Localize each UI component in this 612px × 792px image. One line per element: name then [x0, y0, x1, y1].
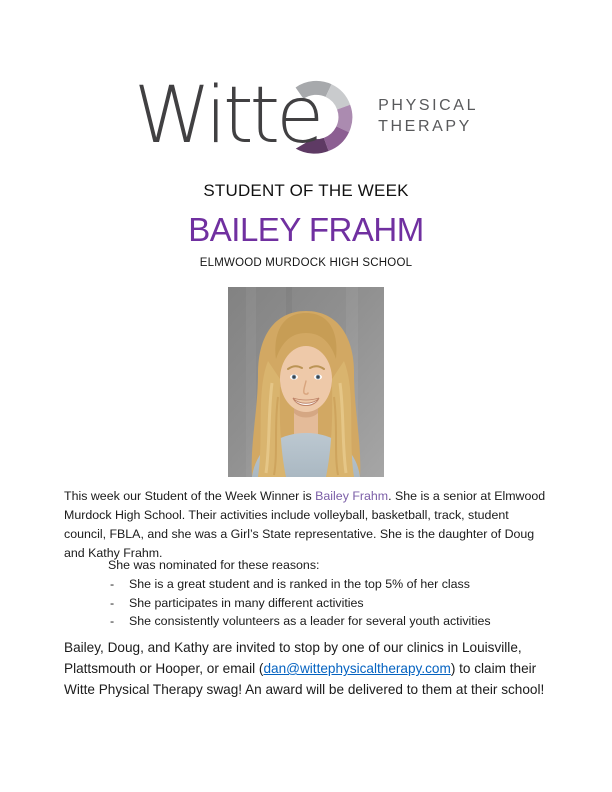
nomination-lead: She was nominated for these reasons: [108, 558, 320, 572]
intro-text-pre: This week our Student of the Week Winner is [64, 489, 316, 503]
logo-tagline-line1: PHYSICAL [378, 96, 479, 114]
nomination-reason: She participates in many different activities [129, 595, 364, 610]
student-photo [228, 287, 384, 477]
bullet-dash: - [110, 576, 115, 591]
closing-text-pre: Bailey, Doug, and Kathy are invited to stop by one of our clinics in Louisville, Plattsmouth or Hooper, or email ( [64, 640, 522, 676]
student-name: BAILEY FRAHM [188, 211, 424, 248]
school-name: ELMWOOD MURDOCK HIGH SCHOOL [199, 257, 413, 269]
logo-wordmark: Witte [133, 71, 321, 161]
list-item [108, 575, 528, 594]
nomination-reason: She is a great student and is ranked in the top 5% of her class [129, 576, 470, 591]
intro-student-name-highlight: Bailey Frahm [315, 489, 389, 503]
bullet-dash: - [110, 614, 115, 629]
bullet-dash: - [110, 595, 115, 610]
nomination-section [108, 556, 528, 631]
intro-paragraph [64, 487, 548, 563]
list-item [108, 594, 528, 613]
list-item [108, 612, 528, 631]
logo-tagline [378, 95, 478, 137]
logo-tagline-line2: THERAPY [378, 118, 472, 135]
closing-paragraph [64, 637, 564, 700]
witte-physical-therapy-logo [0, 68, 612, 164]
intro-text-post: . She is a senior at Elmwood Murdock High School. Their activities include volleyball, basketball, track, student council, FBLA, and she was a Girl’s State representative. She is the daughter of Doug and Kathy Frahm. [64, 489, 546, 560]
page-title: STUDENT OF THE WEEK [203, 181, 409, 200]
closing-text-post: ) to claim their Witte Physical Therapy swag! An award will be delivered to them at their school! [64, 661, 545, 697]
email-link[interactable]: dan@wittephysicaltherapy.com [263, 661, 451, 676]
nomination-reason: She consistently volunteers as a leader for several youth activities [129, 614, 491, 629]
